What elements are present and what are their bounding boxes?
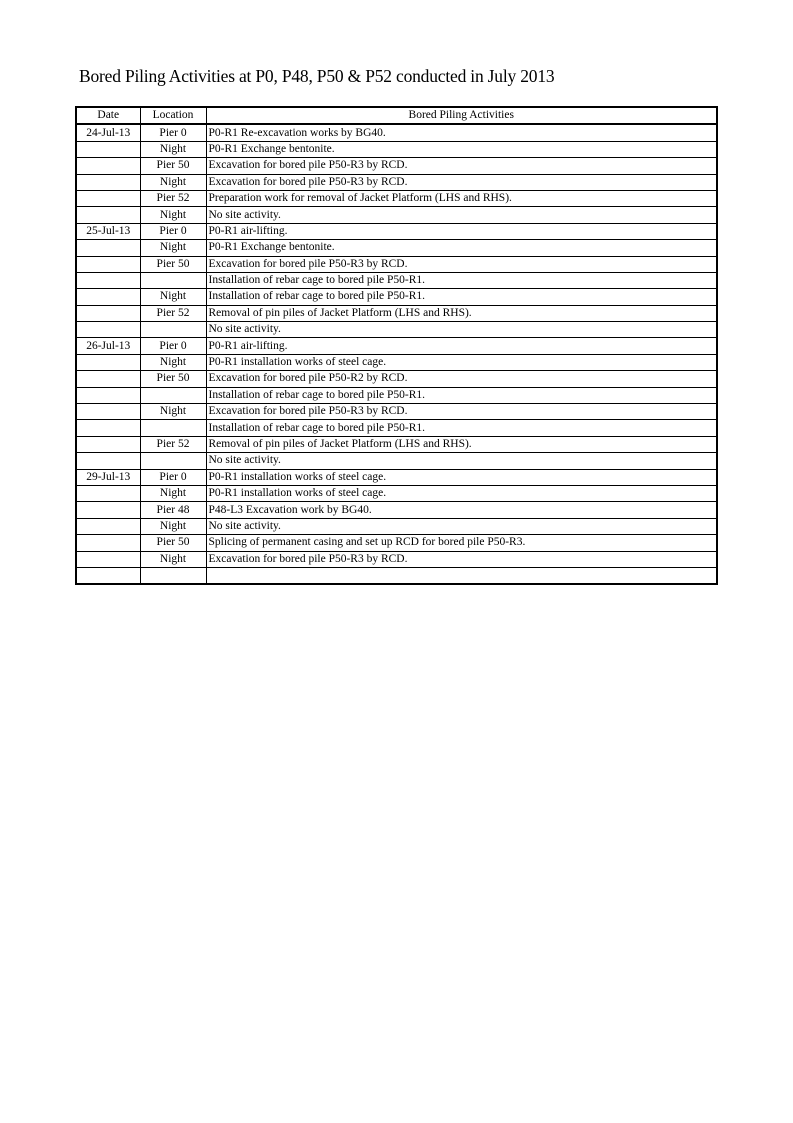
activity-cell: Excavation for bored pile P50-R2 by RCD. xyxy=(206,371,717,387)
header-date: Date xyxy=(76,107,140,124)
date-cell xyxy=(76,240,140,256)
activity-cell: Installation of rebar cage to bored pile P50-R1. xyxy=(206,289,717,305)
location-cell xyxy=(140,272,206,288)
table-row xyxy=(76,420,717,436)
date-cell: 25-Jul-13 xyxy=(76,223,140,239)
location-cell: Pier 52 xyxy=(140,190,206,206)
date-cell xyxy=(76,371,140,387)
location-cell: Night xyxy=(140,207,206,223)
activity-cell: P48-L3 Excavation work by BG40. xyxy=(206,502,717,518)
location-cell xyxy=(140,420,206,436)
date-cell: 24-Jul-13 xyxy=(76,124,140,141)
location-cell xyxy=(140,453,206,469)
date-cell: 26-Jul-13 xyxy=(76,338,140,354)
location-cell: Night xyxy=(140,404,206,420)
activity-cell: P0-R1 Re-excavation works by BG40. xyxy=(206,124,717,141)
location-cell xyxy=(140,567,206,584)
table-row xyxy=(76,158,717,174)
table-row xyxy=(76,124,717,141)
table-header-row xyxy=(76,107,717,124)
date-cell xyxy=(76,207,140,223)
table-row xyxy=(76,141,717,157)
table-row xyxy=(76,518,717,534)
activity-cell: Installation of rebar cage to bored pile P50-R1. xyxy=(206,420,717,436)
location-cell: Night xyxy=(140,518,206,534)
activity-cell: No site activity. xyxy=(206,207,717,223)
location-cell: Pier 50 xyxy=(140,256,206,272)
header-activity: Bored Piling Activities xyxy=(206,107,717,124)
date-cell xyxy=(76,141,140,157)
date-cell xyxy=(76,272,140,288)
date-cell xyxy=(76,535,140,551)
date-cell xyxy=(76,404,140,420)
date-cell xyxy=(76,322,140,338)
activity-cell: Excavation for bored pile P50-R3 by RCD. xyxy=(206,551,717,567)
location-cell xyxy=(140,387,206,403)
date-cell xyxy=(76,387,140,403)
table-row xyxy=(76,371,717,387)
date-cell xyxy=(76,551,140,567)
table-row xyxy=(76,256,717,272)
activity-cell: P0-R1 installation works of steel cage. xyxy=(206,469,717,485)
location-cell: Night xyxy=(140,289,206,305)
location-cell: Pier 0 xyxy=(140,338,206,354)
date-cell xyxy=(76,305,140,321)
table-row xyxy=(76,404,717,420)
table-row xyxy=(76,289,717,305)
location-cell: Pier 48 xyxy=(140,502,206,518)
date-cell xyxy=(76,436,140,452)
activity-cell: P0-R1 installation works of steel cage. xyxy=(206,485,717,501)
activity-cell: P0-R1 Exchange bentonite. xyxy=(206,141,717,157)
activities-table xyxy=(75,106,718,585)
location-cell: Night xyxy=(140,551,206,567)
activity-cell: Installation of rebar cage to bored pile P50-R1. xyxy=(206,272,717,288)
table-row xyxy=(76,502,717,518)
location-cell: Pier 0 xyxy=(140,124,206,141)
date-cell xyxy=(76,354,140,370)
table-row xyxy=(76,567,717,584)
date-cell xyxy=(76,256,140,272)
activity-cell: P0-R1 air-lifting. xyxy=(206,338,717,354)
date-cell xyxy=(76,174,140,190)
table-row xyxy=(76,305,717,321)
table-row xyxy=(76,535,717,551)
activity-cell: Splicing of permanent casing and set up RCD for bored pile P50-R3. xyxy=(206,535,717,551)
location-cell: Pier 50 xyxy=(140,158,206,174)
table-row xyxy=(76,354,717,370)
activity-cell: Excavation for bored pile P50-R3 by RCD. xyxy=(206,404,717,420)
table-row xyxy=(76,207,717,223)
table-row xyxy=(76,551,717,567)
location-cell: Pier 52 xyxy=(140,436,206,452)
activity-cell: Excavation for bored pile P50-R3 by RCD. xyxy=(206,174,717,190)
location-cell: Night xyxy=(140,354,206,370)
date-cell xyxy=(76,485,140,501)
table-row xyxy=(76,223,717,239)
table-row xyxy=(76,453,717,469)
activity-cell: Removal of pin piles of Jacket Platform (LHS and RHS). xyxy=(206,305,717,321)
activity-cell: Removal of pin piles of Jacket Platform (LHS and RHS). xyxy=(206,436,717,452)
location-cell xyxy=(140,322,206,338)
activity-cell: Excavation for bored pile P50-R3 by RCD. xyxy=(206,158,717,174)
activity-cell: Preparation work for removal of Jacket Platform (LHS and RHS). xyxy=(206,190,717,206)
location-cell: Night xyxy=(140,485,206,501)
activity-cell: No site activity. xyxy=(206,453,717,469)
table-body xyxy=(76,124,717,584)
activity-cell: No site activity. xyxy=(206,322,717,338)
table-row xyxy=(76,338,717,354)
activity-cell: P0-R1 air-lifting. xyxy=(206,223,717,239)
location-cell: Pier 50 xyxy=(140,371,206,387)
table-row xyxy=(76,436,717,452)
table-row xyxy=(76,174,717,190)
location-cell: Night xyxy=(140,141,206,157)
activity-cell: Excavation for bored pile P50-R3 by RCD. xyxy=(206,256,717,272)
date-cell xyxy=(76,420,140,436)
activity-cell: P0-R1 Exchange bentonite. xyxy=(206,240,717,256)
page-title: Bored Piling Activities at P0, P48, P50 & P52 conducted in July 2013 xyxy=(79,66,555,86)
table-row xyxy=(76,240,717,256)
activity-cell xyxy=(206,567,717,584)
date-cell xyxy=(76,567,140,584)
table-row xyxy=(76,387,717,403)
date-cell xyxy=(76,289,140,305)
location-cell: Night xyxy=(140,240,206,256)
date-cell xyxy=(76,158,140,174)
activity-cell: Installation of rebar cage to bored pile P50-R1. xyxy=(206,387,717,403)
date-cell xyxy=(76,502,140,518)
table-row xyxy=(76,322,717,338)
date-cell xyxy=(76,190,140,206)
table-row xyxy=(76,469,717,485)
activity-cell: No site activity. xyxy=(206,518,717,534)
location-cell: Pier 52 xyxy=(140,305,206,321)
header-location: Location xyxy=(140,107,206,124)
table-row xyxy=(76,190,717,206)
date-cell xyxy=(76,453,140,469)
location-cell: Pier 0 xyxy=(140,223,206,239)
activity-cell: P0-R1 installation works of steel cage. xyxy=(206,354,717,370)
date-cell: 29-Jul-13 xyxy=(76,469,140,485)
date-cell xyxy=(76,518,140,534)
location-cell: Night xyxy=(140,174,206,190)
table-row xyxy=(76,485,717,501)
table-row xyxy=(76,272,717,288)
location-cell: Pier 50 xyxy=(140,535,206,551)
location-cell: Pier 0 xyxy=(140,469,206,485)
